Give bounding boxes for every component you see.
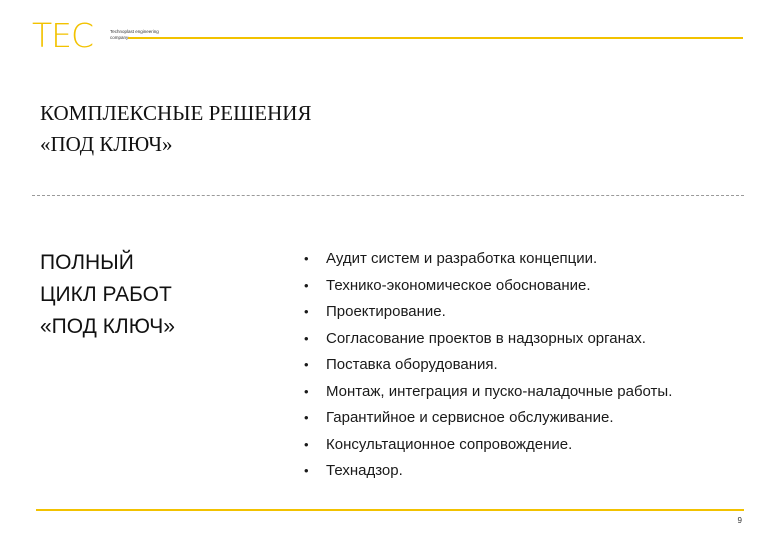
- bullet-icon: •: [304, 383, 309, 399]
- page-number: 9: [737, 516, 742, 525]
- list-item-text: Гарантийное и сервисное обслуживание.: [326, 409, 614, 426]
- section-heading: [40, 247, 260, 343]
- bullet-icon: •: [304, 330, 309, 346]
- slide-title-line-2: «ПОД КЛЮЧ»: [40, 132, 173, 156]
- header-divider: [128, 37, 743, 39]
- section-heading-line-1: ПОЛНЫЙ: [40, 251, 134, 274]
- bullet-icon: •: [304, 304, 309, 319]
- slide-title-line-1: КОМПЛЕКСНЫЕ РЕШЕНИЯ: [40, 101, 312, 125]
- logo-subtitle: Technoplast engineering company: [110, 29, 159, 40]
- list-item-text: Согласование проектов в надзорных органах.: [326, 329, 646, 347]
- bullet-icon: •: [304, 251, 309, 266]
- bullet-icon: •: [304, 277, 309, 293]
- bullet-icon: •: [304, 463, 309, 478]
- list-item-text: Аудит систем и разработка концепции.: [326, 250, 598, 267]
- list-item-text: Технико-экономическое обоснование.: [326, 276, 591, 294]
- services-list: [304, 246, 764, 485]
- list-item: [304, 379, 764, 406]
- footer-divider: [36, 509, 744, 511]
- dashed-divider: [32, 195, 744, 196]
- list-item: [304, 432, 764, 459]
- list-item: [304, 246, 764, 273]
- list-item: [304, 299, 764, 326]
- list-item-text: Технадзор.: [326, 462, 403, 479]
- list-item: [304, 405, 764, 432]
- list-item-text: Поставка оборудования.: [326, 356, 498, 373]
- list-item: [304, 273, 764, 300]
- list-item-text: Проектирование.: [326, 303, 446, 320]
- list-item: [304, 458, 764, 485]
- list-item-text: Монтаж, интеграция и пуско-наладочные работы.: [326, 382, 673, 400]
- list-item: [304, 326, 764, 353]
- section-heading-line-2: ЦИКЛ РАБОТ: [40, 283, 172, 306]
- list-item: [304, 352, 764, 379]
- slide-title: [40, 98, 540, 160]
- list-item-text: Консультационное сопровождение.: [326, 435, 573, 453]
- bullet-icon: •: [304, 436, 309, 452]
- bullet-icon: •: [304, 357, 309, 372]
- logo-mark: TEC: [32, 16, 94, 55]
- section-heading-line-3: «ПОД КЛЮЧ»: [40, 315, 175, 338]
- bullet-icon: •: [304, 410, 309, 425]
